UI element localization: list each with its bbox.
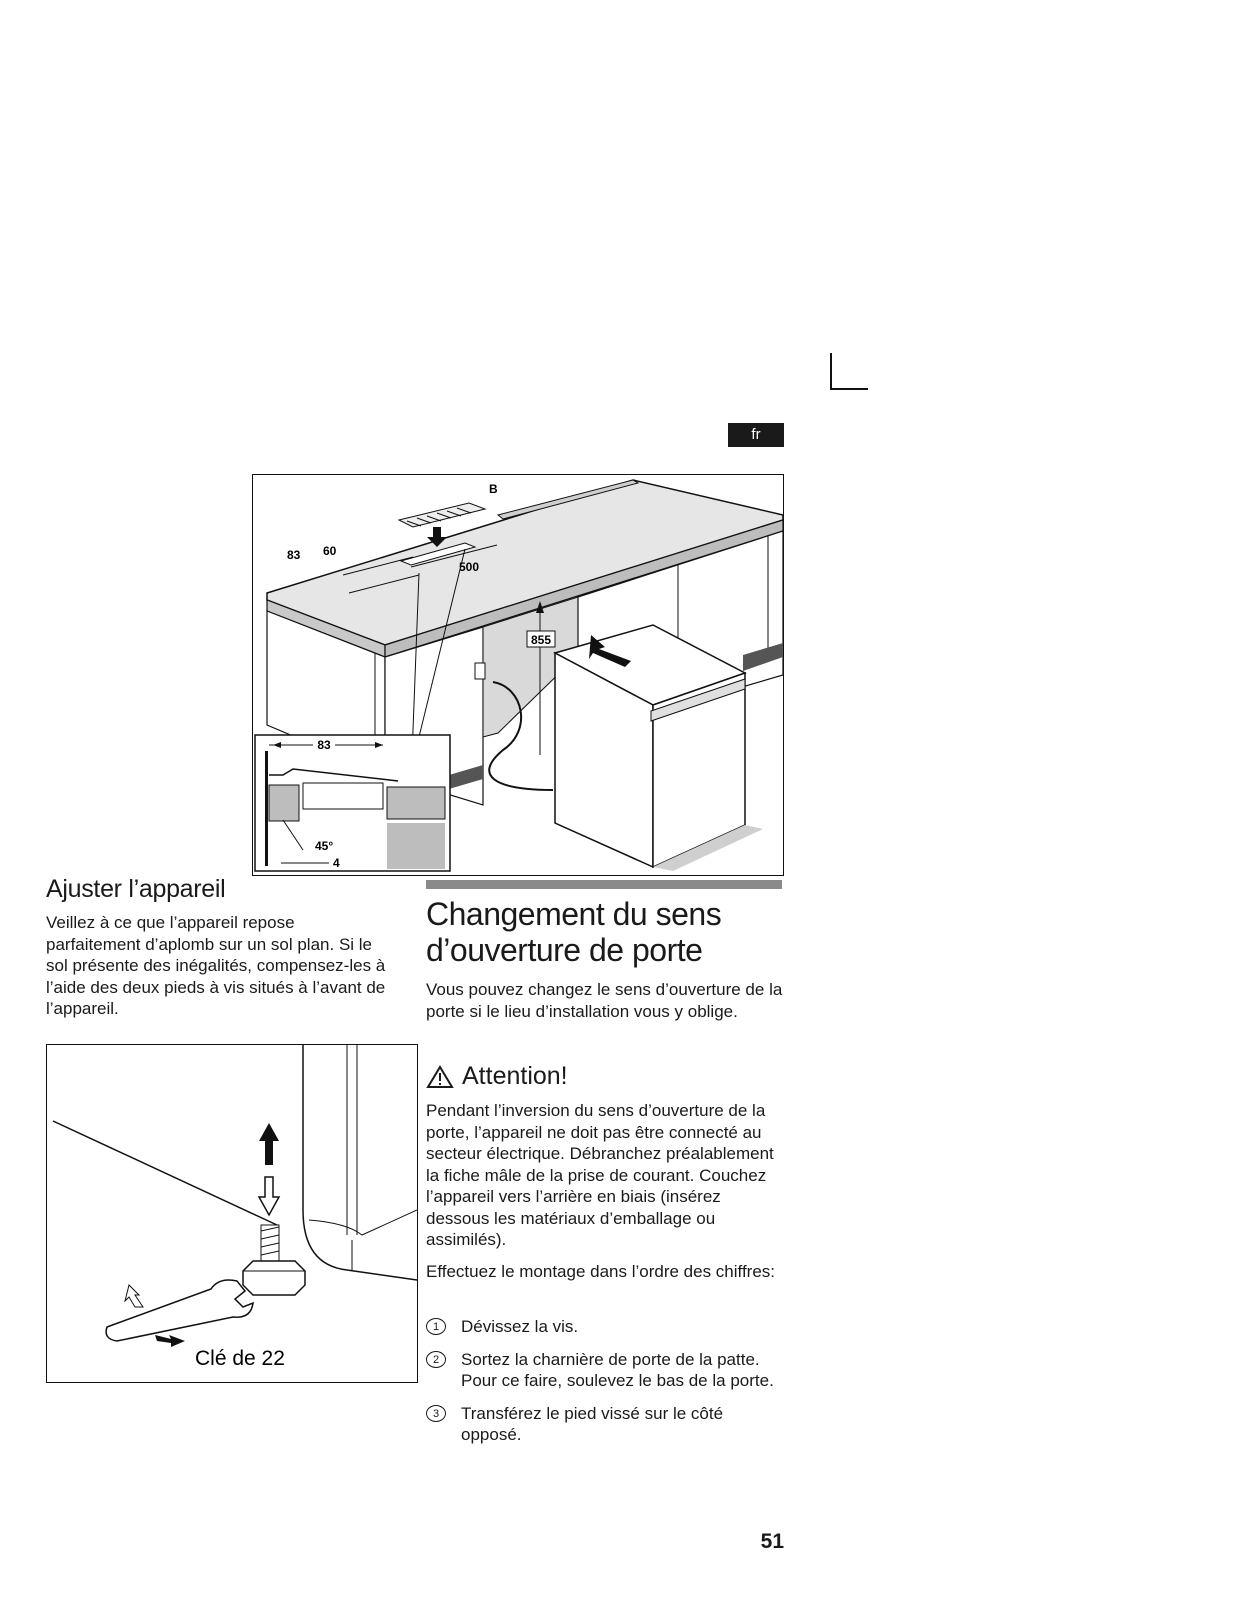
step-number: 2: [426, 1351, 446, 1368]
door-reversal-intro: Vous pouvez changez le sens d’ouverture de la porte si le lieu d’installation vous y oblige.: [426, 980, 783, 1021]
dim-500: 500: [459, 560, 480, 574]
dim-83: 83: [287, 548, 301, 562]
heading-door-reversal: Changement du sens d’ouverture de porte: [426, 896, 722, 968]
detail-angle: 45°: [315, 839, 334, 853]
installation-figure: [252, 474, 784, 876]
warning-paragraph: Pendant l’inversion du sens d’ouverture de la porte, l’appareil ne doit pas être connecté au secteur électrique. Débranchez préalablement la fiche mâle de la prise de courant. Couchez l’appareil vers l’arrière en biais (insérez dessous les matériaux d’emballage ou assimilés).: [426, 1101, 774, 1249]
step-text: Transférez le pied vissé sur le côté opposé.: [461, 1403, 724, 1444]
step-number: 1: [426, 1318, 446, 1335]
attention-title: Attention!: [462, 1062, 568, 1090]
foot-illustration: [47, 1045, 417, 1382]
crop-mark: [830, 353, 868, 390]
list-item: [426, 1316, 786, 1338]
step-number: 3: [426, 1405, 446, 1422]
warning-triangle-icon: [426, 1065, 454, 1089]
wrench-label: Clé de 22: [195, 1347, 285, 1370]
list-item: [426, 1403, 786, 1446]
foot-adjust-figure: [46, 1044, 418, 1383]
dim-60: 60: [323, 544, 337, 558]
adjust-paragraph: Veillez à ce que l’appareil repose parfaitement d’aplomb sur un sol plan. Si le sol présente des inégalités, compensez-les à l’aide des deux pieds à vis situés à l’avant de l’appareil.: [46, 913, 386, 1018]
section-rule: [426, 880, 782, 889]
order-paragraph: Effectuez le montage dans l’ordre des chiffres:: [426, 1262, 776, 1281]
detail-dim-83: 83: [317, 738, 331, 752]
step-text: Sortez la charnière de porte de la patte. Pour ce faire, soulevez le bas de la porte.: [461, 1349, 774, 1390]
dim-b: B: [489, 482, 498, 496]
detail-dim-4: 4: [333, 856, 340, 870]
page-number: 51: [760, 1530, 784, 1553]
installation-illustration: [253, 475, 783, 875]
dim-855: 855: [530, 633, 552, 647]
language-badge: fr: [728, 423, 784, 447]
heading-adjust-appliance: Ajuster l’appareil: [46, 875, 226, 903]
step-text: Dévissez la vis.: [461, 1317, 579, 1336]
list-item: [426, 1349, 786, 1392]
attention-heading: [426, 1062, 568, 1091]
steps-list: [426, 1316, 786, 1457]
